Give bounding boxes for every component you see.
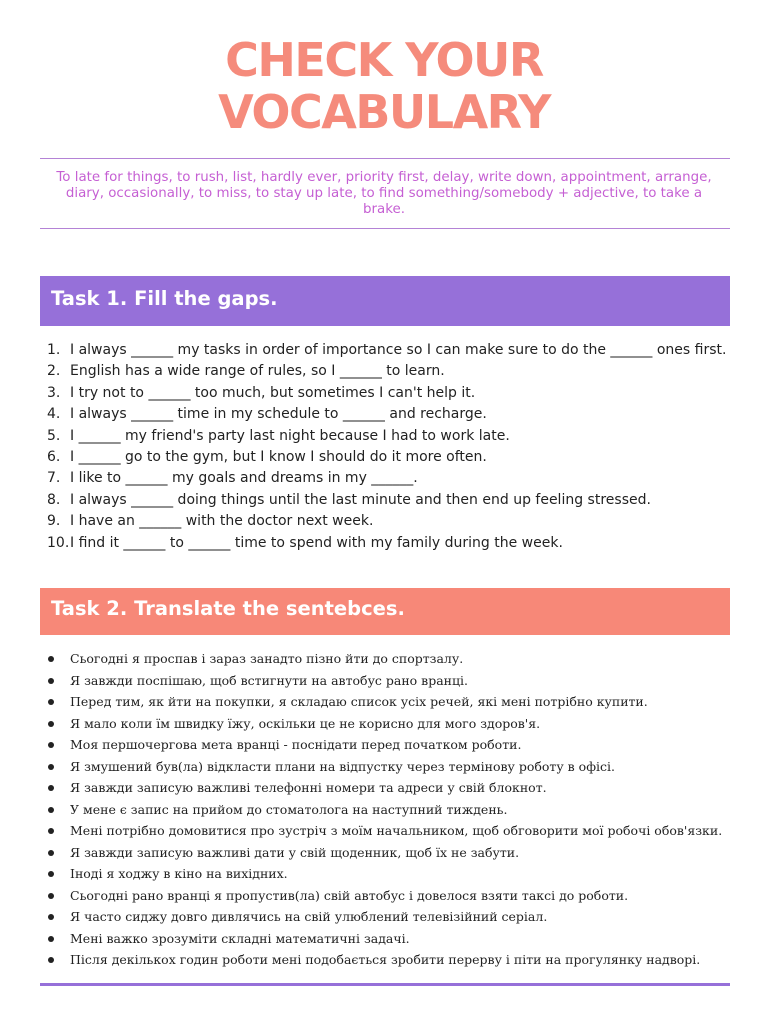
task2-item	[48, 799, 738, 821]
task1-item-number: 7.	[47, 470, 61, 487]
task2-item	[48, 670, 738, 692]
task2-item-text: Моя першочергова мета вранці - поснідати перед початком роботи.	[70, 737, 522, 752]
task1-item-number: 2.	[47, 363, 61, 380]
task2-item-text: У мене є запис на прийом до стоматолога на наступний тиждень.	[70, 801, 508, 817]
task2-item-text: Мені потрібно домовитися про зустріч з моїм начальником, щоб обговорити мої робочі обов'язки.	[70, 823, 723, 838]
task2-list	[48, 648, 738, 971]
task2-item	[48, 885, 738, 907]
task2-item-text: Я завжди записую важливі телефонні номери та адреси у свій блокнот.	[70, 780, 547, 795]
task1-item-text: I ______ my friend's party last night because I had to work late.	[70, 427, 510, 444]
bullet-icon	[48, 656, 54, 662]
task2-item	[48, 648, 738, 670]
task2-item-text: Після декількох годин роботи мені подобається зробити перерву і піти на прогулянку надворі.	[70, 952, 701, 967]
bullet-icon	[48, 699, 54, 705]
task1-item	[40, 426, 730, 447]
bullet-icon	[48, 785, 54, 791]
task2-item-text: Мені важко зрозуміти складні математичні задачі.	[70, 930, 410, 946]
task1-item	[40, 383, 730, 404]
bullet-icon	[48, 850, 54, 856]
task2-item	[48, 820, 738, 842]
task1-list	[40, 340, 730, 554]
task1-item-number: 8.	[47, 491, 61, 508]
task1-item	[40, 490, 730, 511]
task2-item-text: Сьогодні я проспав і зараз занадто пізно йти до спортзалу.	[70, 651, 464, 666]
bullet-icon	[48, 764, 54, 770]
task1-item-text: I always ______ my tasks in order of importance so I can make sure to do the ______ ones first.	[70, 342, 727, 358]
task2-item-text: Перед тим, як йти на покупки, я складаю список усіх речей, які мені потрібно купити.	[70, 694, 648, 709]
task2-item	[48, 906, 738, 928]
task1-item-text: I have an ______ with the doctor next week.	[70, 513, 374, 530]
task1-item-number: 1.	[47, 342, 61, 358]
bullet-icon	[48, 957, 54, 963]
task1-item-number: 4.	[47, 406, 61, 423]
task2-item-text: Я часто сиджу довго дивлячись на свій улюблений телевізійний серіал.	[70, 909, 548, 924]
task1-item-number: 6.	[47, 449, 61, 466]
task1-item	[40, 404, 730, 425]
page-title	[0, 34, 768, 138]
bullet-icon	[48, 721, 54, 727]
vocabulary-list: To late for things, to rush, list, hardly ever, priority first, delay, write down, appointment, arrange, diary, occasionally, to miss, to stay up late, to find something/somebody + adjective, to take a brake.	[56, 170, 712, 217]
task2-item-text: Я завжди записую важливі дати у свій щоденник, щоб їх не забути.	[70, 844, 520, 860]
task2-item-text: Я мало коли їм швидку їжу, оскільки це не корисно для мого здоров'я.	[70, 715, 541, 731]
task2-item	[48, 777, 738, 799]
task2-item-text: Я завжди поспішаю, щоб встигнути на автобус рано вранці.	[70, 672, 469, 688]
task1-heading: Task 1. Fill the gaps.	[40, 276, 730, 326]
task2-heading: Task 2. Translate the sentebces.	[40, 588, 730, 635]
task2-item	[48, 734, 738, 756]
bullet-icon	[48, 893, 54, 899]
task1-item-text: I always ______ doing things until the last minute and then end up feeling stressed.	[70, 491, 651, 508]
task1-item-text: I ______ go to the gym, but I know I should do it more often.	[70, 449, 487, 466]
task1-item	[40, 340, 730, 361]
task1-item-text: I like to ______ my goals and dreams in my ______.	[70, 470, 418, 487]
task2-item-text: Сьогодні рано вранці я пропустив(ла) свій автобус і довелося взяти таксі до роботи.	[70, 887, 629, 903]
task1-item-text: I try not to ______ too much, but sometimes I can't help it.	[70, 384, 476, 401]
task2-item-text: Іноді я ходжу в кіно на вихідних.	[70, 866, 288, 881]
bullet-icon	[48, 936, 54, 942]
task1-item	[40, 361, 730, 382]
task1-item	[40, 447, 730, 468]
task1-item-text: I find it ______ to ______ time to spend with my family during the week.	[70, 534, 563, 551]
bullet-icon	[48, 678, 54, 684]
task1-item	[40, 511, 730, 532]
task2-item	[48, 949, 738, 971]
task2-item	[48, 842, 738, 864]
title-line-2: VOCABULARY	[218, 85, 550, 139]
bullet-icon	[48, 871, 54, 877]
task1-item-number: 9.	[47, 513, 61, 530]
task2-item	[48, 928, 738, 950]
task1-item-text: English has a wide range of rules, so I ______ to learn.	[70, 363, 445, 380]
task1-item-number: 3.	[47, 384, 61, 401]
task1-item-number: 5.	[47, 427, 61, 444]
top-divider	[40, 158, 730, 159]
task1-item	[40, 468, 730, 489]
task2-item	[48, 756, 738, 778]
vocabulary-divider	[40, 228, 730, 229]
task2-item	[48, 713, 738, 735]
task1-item	[40, 533, 730, 554]
task2-item	[48, 863, 738, 885]
bottom-divider	[40, 983, 730, 986]
task2-item-text: Я змушений був(ла) відкласти плани на відпустку через термінову роботу в офісі.	[70, 758, 615, 774]
task1-item-number: 10.	[47, 534, 70, 551]
bullet-icon	[48, 914, 54, 920]
task1-item-text: I always ______ time in my schedule to ______ and recharge.	[70, 406, 487, 423]
bullet-icon	[48, 807, 54, 813]
bullet-icon	[48, 828, 54, 834]
task2-item	[48, 691, 738, 713]
title-line-1: CHECK YOUR	[225, 33, 543, 87]
bullet-icon	[48, 742, 54, 748]
